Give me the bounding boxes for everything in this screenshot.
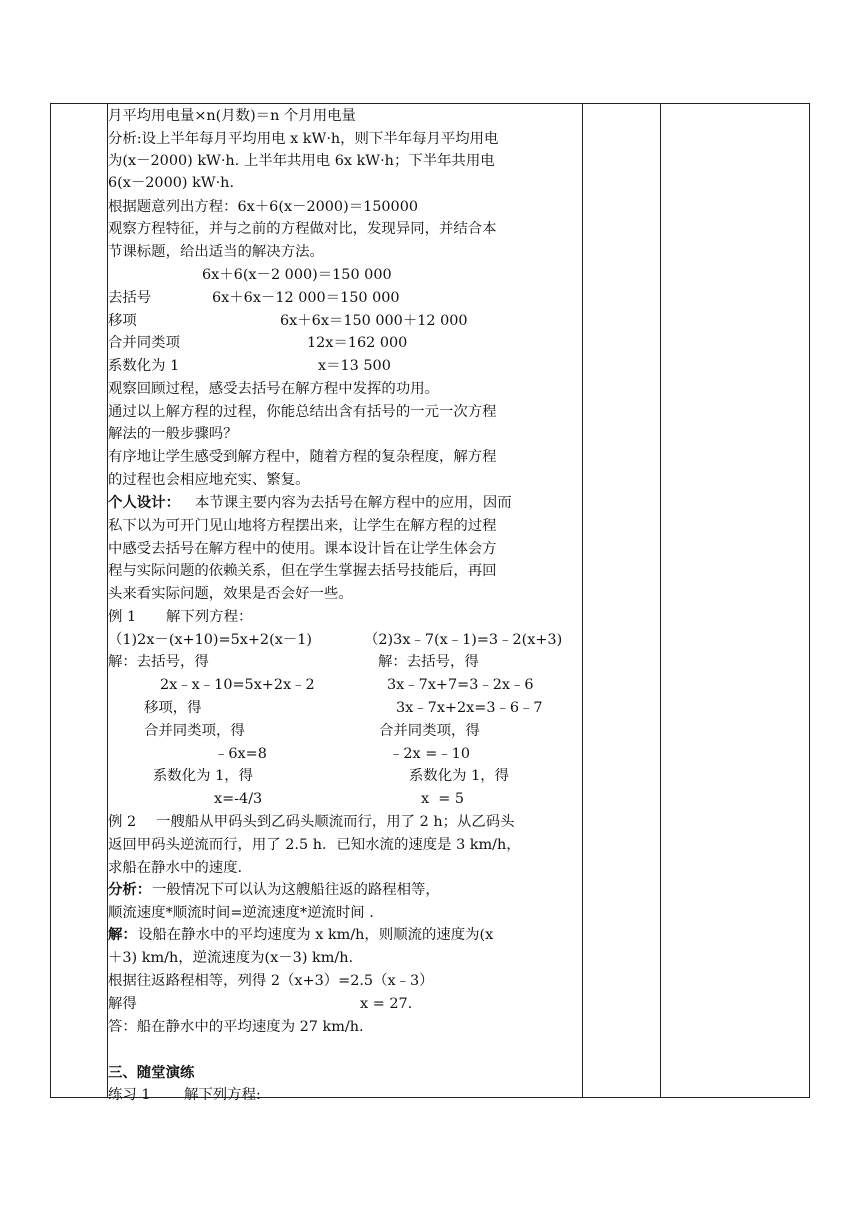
analysis-label: 分析：: [108, 881, 152, 898]
equation-line: 12x＝162 000: [307, 335, 408, 351]
text-line: 根据题意列出方程：6x＋6(x－2000)＝150000: [108, 199, 419, 215]
equation-line: 3x﹣7x+2x=3﹣6﹣7: [396, 700, 543, 716]
equation-line: ﹣2x =﹣10: [389, 746, 470, 762]
equation-line: 6x＋6x＝150 000＋12 000: [280, 313, 468, 329]
text-line: 根据往返路程相等，列得 2（x+3）=2.5（x﹣3）: [108, 973, 434, 989]
text-line: 一艘船从甲码头到乙码头顺流而行，用了 2 h；从乙码头: [156, 814, 515, 830]
step-label: 合并同类项: [108, 335, 180, 351]
equation-line: x＝13 500: [318, 358, 391, 374]
text-line: 的过程也会相应地充实、繁复。: [108, 472, 310, 488]
step-label: 系数化为 1，得: [409, 768, 510, 784]
text-line: 6(x－2000) kW·h.: [108, 175, 235, 191]
column-divider-3: [660, 104, 661, 1097]
step-label: 移项，得: [144, 700, 202, 716]
text-line: 月平均用电量×n(月数)＝n 个月用电量: [108, 108, 356, 124]
text-line: 通过以上解方程的过程，你能总结出含有括号的一元一次方程: [108, 404, 497, 420]
equation-line: ﹣6x=8: [214, 746, 267, 762]
text-line: 观察回顾过程，感受去括号在解方程中发挥的功用。: [108, 381, 439, 397]
example-1-label: 例 1: [108, 609, 137, 625]
equation-line: 2x﹣x﹣10=5x+2x﹣2: [160, 677, 315, 693]
text-line: 解下列方程:: [184, 1087, 261, 1103]
solution-label: 解：去括号，得: [108, 654, 209, 670]
exercise-1-label: 练习 1: [108, 1087, 151, 1103]
step-label: 解得: [108, 996, 137, 1012]
equation-line: 6x＋6(x－2 000)＝150 000: [202, 267, 392, 283]
text-line: 一般情况下可以认为这艘船往返的路程相等，: [152, 882, 440, 898]
equation-line: 6x＋6x－12 000＝150 000: [212, 290, 400, 306]
step-label: 系数化为 1: [108, 358, 180, 374]
text-line: 返回甲码头逆流而行，用了 2.5 h．已知水流的速度是 3 km/h，: [108, 837, 521, 853]
equation-line: x = 5: [421, 791, 465, 807]
text-line: 求船在静水中的速度.: [108, 860, 243, 876]
text-line: 本节课主要内容为去括号在解方程中的应用，因而: [195, 495, 512, 511]
equation-line: （2)3x﹣7(x﹣1)=3﹣2(x+3): [364, 632, 563, 648]
solution-bold-label: 解：: [108, 926, 137, 943]
column-divider-2: [582, 104, 583, 1097]
equation-line: x=-4/3: [214, 791, 263, 807]
text-line: 中感受去括号在解方程中的使用。课本设计旨在让学生体会方: [108, 541, 497, 557]
equation-line: （1)2x－(x+10)=5x+2(x－1): [108, 632, 312, 648]
text-line: 分析:设上半年每月平均用电 x kW·h，则下半年每月平均用电: [108, 131, 499, 147]
solution-label: 解：去括号，得: [378, 654, 479, 670]
text-line: 节课标题，给出适当的解决方法。: [108, 244, 324, 260]
step-label: 合并同类项，得: [144, 723, 245, 739]
equation-line: x = 27.: [360, 996, 413, 1012]
answer-line: 答：船在静水中的平均速度为 27 km/h.: [108, 1019, 364, 1035]
equation-line: 3x﹣7x+7=3﹣2x﹣6: [387, 677, 534, 693]
text-line: 解下列方程：: [166, 609, 253, 625]
lesson-table: [50, 103, 810, 1103]
text-line: ＋3) km/h，逆流速度为(x－3) km/h.: [108, 950, 354, 966]
step-label: 系数化为 1，得: [153, 768, 254, 784]
text-line: 程与实际问题的依赖关系，但在学生掌握去括号技能后，再回: [108, 563, 497, 579]
step-label: 合并同类项，得: [379, 723, 480, 739]
text-line: 顺流速度*顺流时间=逆流速度*逆流时间 .: [108, 905, 374, 921]
personal-design-label: 个人设计：: [108, 494, 180, 511]
step-label: 移项: [108, 313, 137, 329]
text-line: 设船在静水中的平均速度为 x km/h，则顺流的速度为(x: [138, 927, 494, 943]
text-line: 私下以为可开门见山地将方程摆出来，让学生在解方程的过程: [108, 518, 497, 534]
text-line: 为(x－2000) kW·h. 上半年共用电 6x kW·h；下半年共用电: [108, 153, 495, 169]
text-line: 有序地让学生感受到解方程中，随着方程的复杂程度，解方程: [108, 449, 497, 465]
step-label: 去括号: [108, 290, 152, 306]
section-heading: 三、随堂演练: [108, 1064, 195, 1081]
example-2-label: 例 2: [108, 814, 137, 830]
text-line: 观察方程特征，并与之前的方程做对比，发现异同，并结合本: [108, 221, 497, 237]
text-line: 头来看实际问题，效果是否会好一些。: [108, 586, 353, 602]
text-line: 解法的一般步骤吗？: [108, 426, 238, 442]
